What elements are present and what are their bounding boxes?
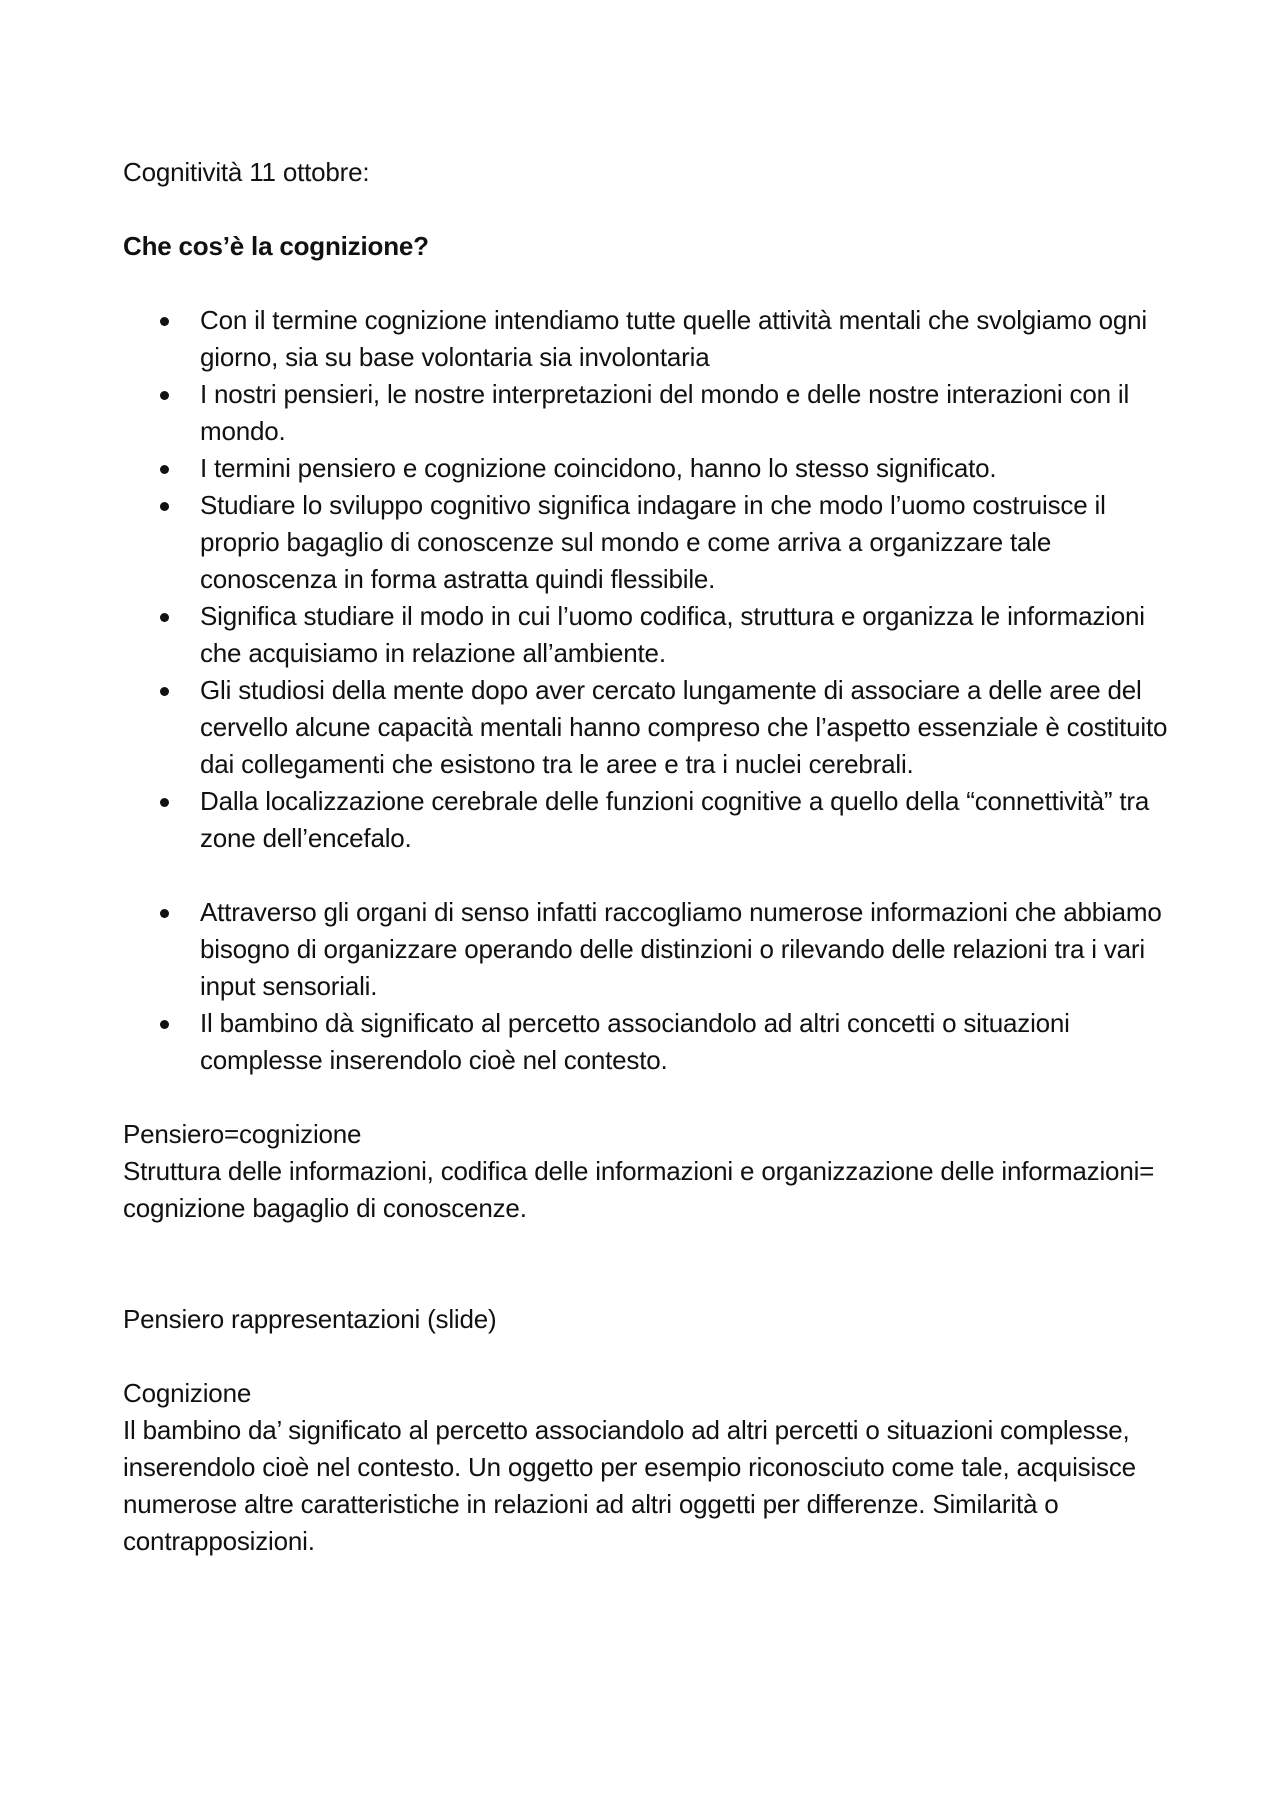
bullet-icon — [160, 502, 169, 511]
list-item — [200, 894, 1173, 1005]
list-item-text: Con il termine cognizione intendiamo tutte quelle attività mentali che svolgiamo ogni giorno, sia su base volontaria sia involontaria — [200, 305, 1147, 372]
list-item — [200, 783, 1173, 857]
bullet-icon — [160, 798, 169, 807]
bullet-icon — [160, 909, 169, 918]
date-title: Cognitività 11 ottobre: — [123, 157, 370, 187]
bullet-list-perception — [123, 894, 1173, 1079]
bullet-icon — [160, 317, 169, 326]
list-item — [200, 487, 1173, 598]
list-item — [200, 450, 1173, 487]
bullet-icon — [160, 1020, 169, 1029]
list-item-text: Gli studiosi della mente dopo aver cercato lungamente di associare a delle aree del cervello alcune capacità mentali hanno compreso che l’aspetto essenziale è costituito dai collegamenti che esistono tra le aree e tra i nuclei cerebrali. — [200, 675, 1168, 779]
bullet-icon — [160, 391, 169, 400]
pensiero-line: Pensiero=cognizione — [123, 1119, 362, 1149]
list-item — [200, 1005, 1173, 1079]
list-item-text: Significa studiare il modo in cui l’uomo codifica, struttura e organizza le informazioni che acquisiamo in relazione all’ambiente. — [200, 601, 1145, 668]
list-item-text: Studiare lo sviluppo cognitivo significa indagare in che modo l’uomo costruisce il proprio bagaglio di conoscenze sul mondo e come arriva a organizzare tale conoscenza in forma astratta quindi flessibile. — [200, 490, 1106, 594]
bullet-list-definitions — [123, 302, 1173, 857]
list-item-text: I nostri pensieri, le nostre interpretazioni del mondo e delle nostre interazioni con il mondo. — [200, 379, 1130, 446]
list-item — [200, 672, 1173, 783]
bullet-icon — [160, 613, 169, 622]
bullet-icon — [160, 687, 169, 696]
document-body — [123, 154, 1173, 1560]
cognizione-title: Cognizione — [123, 1378, 252, 1408]
list-item-text: I termini pensiero e cognizione coincidono, hanno lo stesso significato. — [200, 453, 997, 483]
list-item — [200, 302, 1173, 376]
list-item — [200, 376, 1173, 450]
list-item-text: Il bambino dà significato al percetto associandolo ad altri concetti o situazioni complesse inserendolo cioè nel contesto. — [200, 1008, 1070, 1075]
struttura-paragraph: Struttura delle informazioni, codifica delle informazioni e organizzazione delle informazioni= cognizione bagaglio di conoscenze. — [123, 1156, 1155, 1223]
section-heading: Che cos’è la cognizione? — [123, 231, 429, 261]
cognizione-paragraph: Il bambino da’ significato al percetto associandolo ad altri percetti o situazioni complesse, inserendolo cioè nel contesto. Un oggetto per esempio riconosciuto come tale, acquisisce numerose altre caratteristiche in relazioni ad altri oggetti per differenze. Similarità o contrapposizioni. — [123, 1415, 1136, 1556]
pensiero-rappresentazioni-line: Pensiero rappresentazioni (slide) — [123, 1304, 497, 1334]
bullet-icon — [160, 465, 169, 474]
list-item-text: Attraverso gli organi di senso infatti raccogliamo numerose informazioni che abbiamo bisogno di organizzare operando delle distinzioni o rilevando delle relazioni tra i vari input sensoriali. — [200, 897, 1162, 1001]
list-item — [200, 598, 1173, 672]
list-item-text: Dalla localizzazione cerebrale delle funzioni cognitive a quello della “connettività” tra zone dell’encefalo. — [200, 786, 1150, 853]
